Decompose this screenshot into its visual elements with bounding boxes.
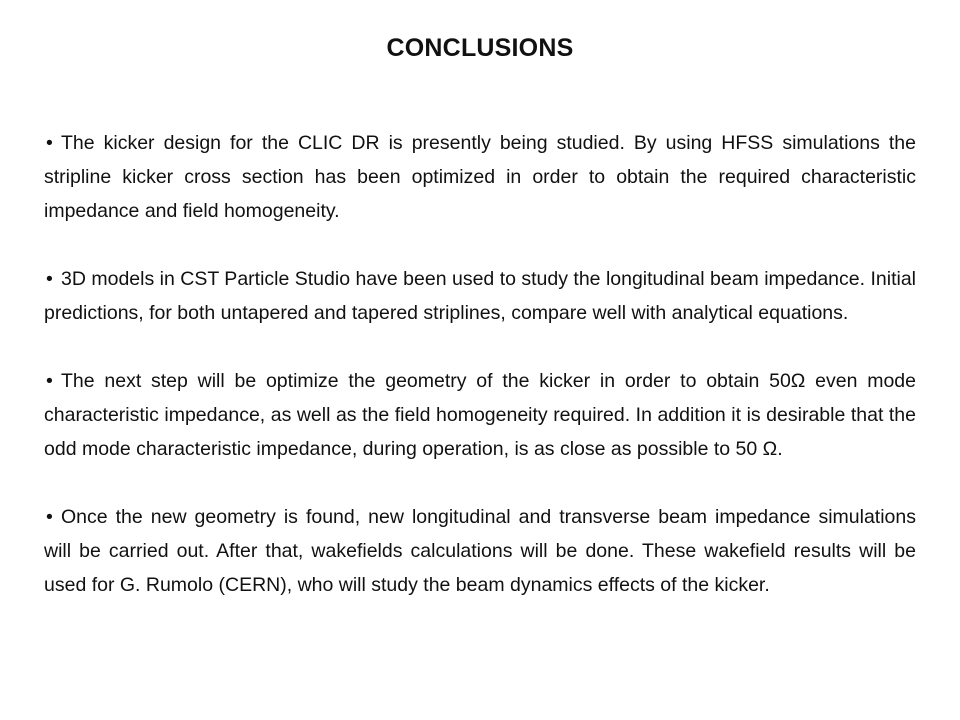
bullet-dot-icon: •	[46, 268, 53, 290]
bullet-item-4	[44, 500, 916, 602]
bullet-list	[44, 126, 916, 602]
bullet-item-2	[44, 262, 916, 330]
slide-title: CONCLUSIONS	[386, 34, 574, 62]
bullet-text-2: 3D models in CST Particle Studio have been used to study the longitudinal beam impedance. Initial predictions, for both untapered and tapered striplines, compare well with analytical equations.	[44, 268, 916, 324]
bullet-text-4: Once the new geometry is found, new longitudinal and transverse beam impedance simulations will be carried out. After that, wakefields calculations will be done. These wakefield results will be used for G. Rumolo (CERN), who will study the beam dynamics effects of the kicker.	[44, 506, 916, 596]
bullet-text-3: The next step will be optimize the geometry of the kicker in order to obtain 50Ω even mode characteristic impedance, as well as the field homogeneity required. In addition it is desirable that the odd mode characteristic impedance, during operation, is as close as possible to 50 Ω.	[44, 370, 916, 460]
bullet-text-1: The kicker design for the CLIC DR is presently being studied. By using HFSS simulations the stripline kicker cross section has been optimized in order to obtain the required characteristic impedance and field homogeneity.	[44, 132, 916, 222]
bullet-dot-icon: •	[46, 506, 53, 528]
bullet-dot-icon: •	[46, 132, 53, 154]
bullet-dot-icon: •	[46, 370, 53, 392]
bullet-item-3	[44, 364, 916, 466]
bullet-item-1	[44, 126, 916, 228]
